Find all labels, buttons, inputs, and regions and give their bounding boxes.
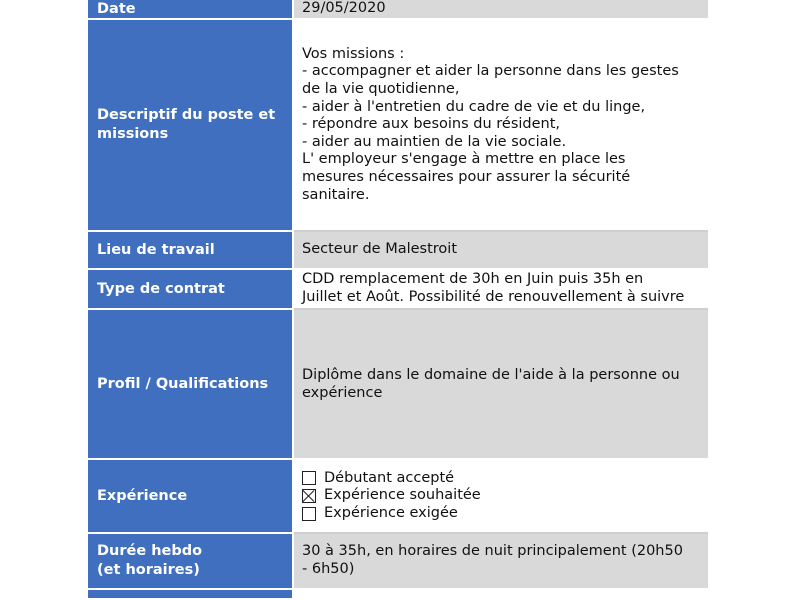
date-value — [294, 0, 708, 20]
checkbox-exigee[interactable] — [302, 507, 316, 521]
descriptif-line: L' employeur s'engage à mettre en place les — [302, 151, 626, 168]
duree-line: - 6h50) — [302, 561, 355, 577]
option-exigee-label: Expérience exigée — [324, 504, 458, 521]
descriptif-line: sanitaire. — [302, 186, 370, 203]
descriptif-line: - aider au maintien de la vie sociale. — [302, 133, 567, 150]
descriptif-line: mesures nécessaires pour assurer la sécurité — [302, 168, 631, 185]
descriptif-label-line: missions — [97, 126, 169, 142]
profil-line: Diplôme dans le domaine de l'aide à la personne ou — [302, 367, 680, 383]
date-text: 29/05/2020 — [302, 0, 386, 17]
option-exigee[interactable] — [302, 505, 704, 523]
experience-label: Expérience — [88, 460, 294, 534]
contrat-line: CDD remplacement de 30h en Juin puis 35h en — [302, 271, 644, 288]
lieu-text: Secteur de Malestroit — [302, 241, 458, 258]
descriptif-label-line: Descriptif du poste et — [97, 107, 276, 123]
experience-value — [294, 460, 708, 534]
descriptif-line: - aider à l'entretien du cadre de vie et du linge, — [302, 98, 646, 115]
duree-value — [294, 534, 708, 590]
row-experience — [88, 460, 708, 534]
next-label — [88, 590, 294, 600]
row-contrat — [88, 270, 708, 310]
checkbox-souhaitee[interactable] — [302, 489, 316, 503]
option-souhaitee-label: Expérience souhaitée — [324, 487, 481, 504]
contrat-label: Type de contrat — [88, 270, 294, 310]
contrat-value — [294, 270, 708, 310]
row-next — [88, 590, 708, 600]
row-descriptif — [88, 20, 708, 232]
checkbox-debutant[interactable] — [302, 471, 316, 485]
option-souhaitee[interactable] — [302, 487, 704, 505]
contrat-line: Juillet et Août. Possibilité de renouvellement à suivre — [302, 289, 685, 305]
duree-label-line: (et horaires) — [97, 562, 200, 578]
date-label: Date — [88, 0, 294, 20]
descriptif-label — [88, 20, 294, 232]
descriptif-line: - répondre aux besoins du résident, — [302, 116, 561, 133]
option-debutant-label: Débutant accepté — [324, 469, 455, 486]
descriptif-line: - accompagner et aider la personne dans les gestes — [302, 63, 679, 80]
row-profil — [88, 310, 708, 460]
lieu-value — [294, 232, 708, 270]
descriptif-value — [294, 20, 708, 232]
lieu-label: Lieu de travail — [88, 232, 294, 270]
profil-value — [294, 310, 708, 460]
duree-label — [88, 534, 294, 590]
duree-label-line: Durée hebdo — [97, 543, 203, 559]
next-value — [294, 590, 708, 600]
option-debutant[interactable] — [302, 470, 704, 488]
descriptif-line: Vos missions : — [302, 45, 405, 62]
profil-line: expérience — [302, 384, 383, 401]
row-date — [88, 0, 708, 20]
row-lieu — [88, 232, 708, 270]
row-duree — [88, 534, 708, 590]
profil-label: Profil / Qualifications — [88, 310, 294, 460]
descriptif-line: de la vie quotidienne, — [302, 81, 460, 98]
duree-line: 30 à 35h, en horaires de nuit principalement (20h50 — [302, 543, 683, 560]
